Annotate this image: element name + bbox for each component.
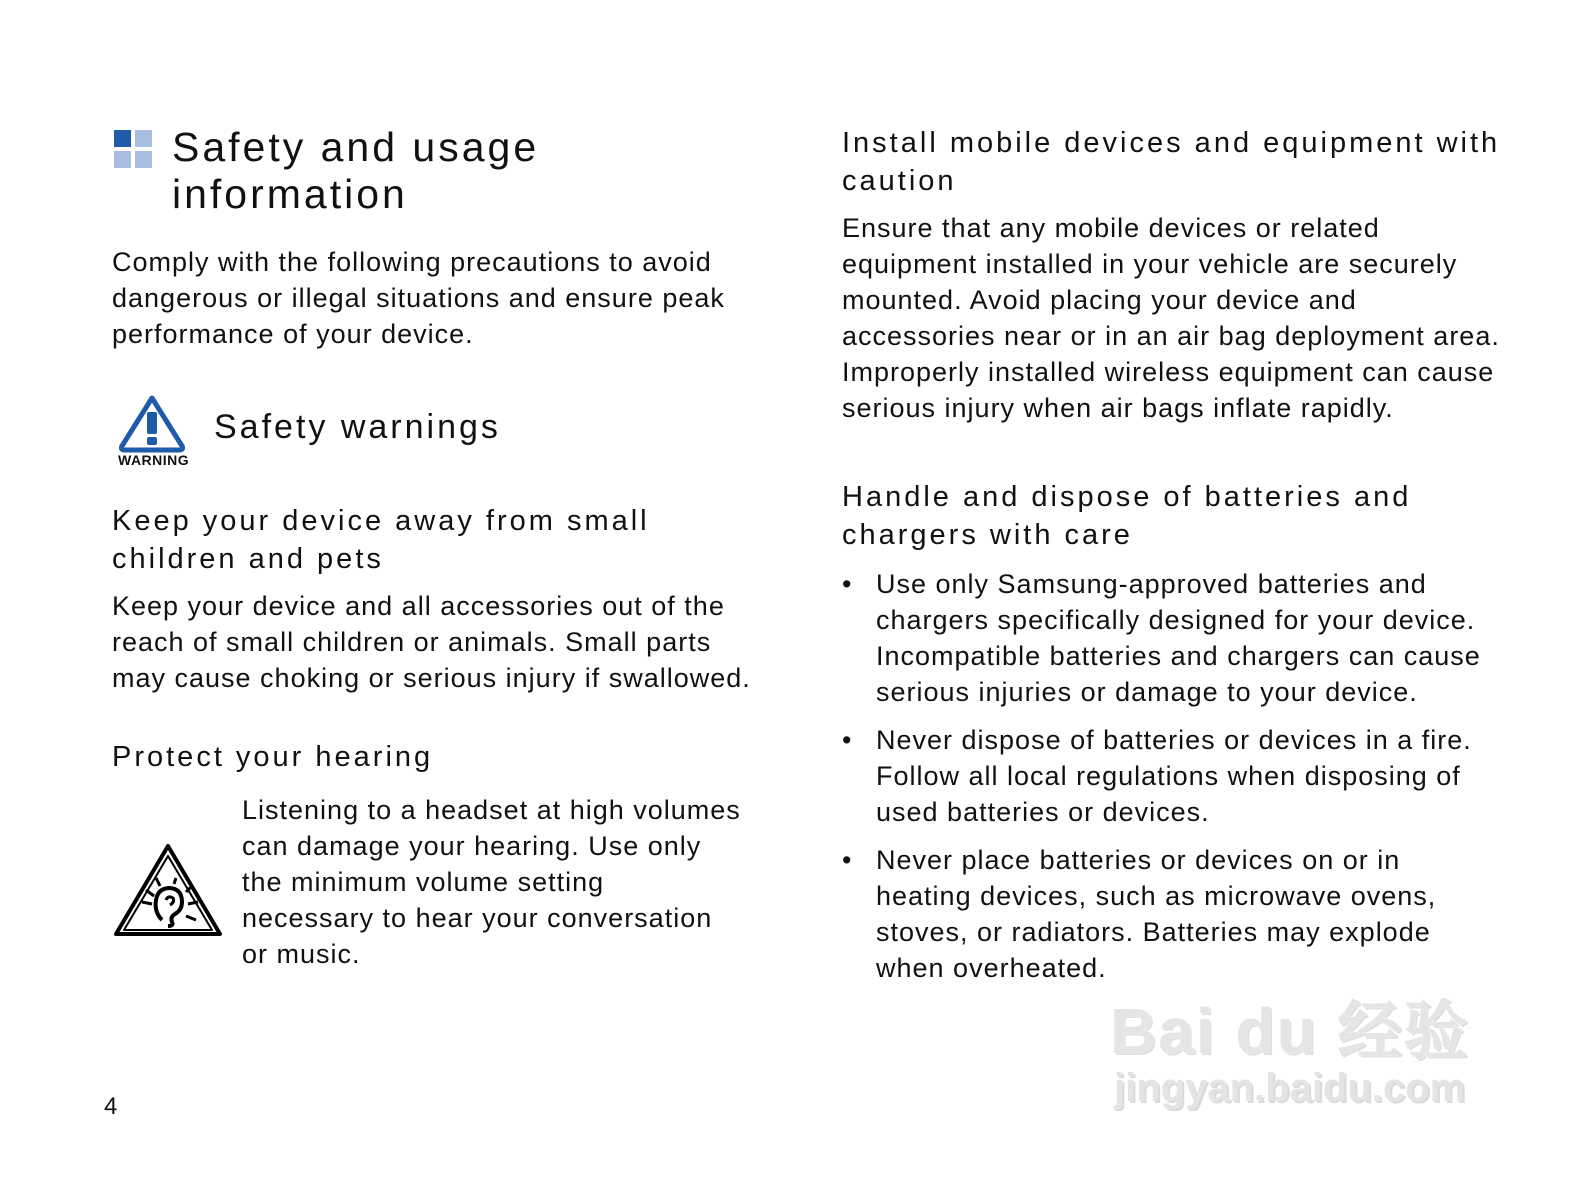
install-body: Ensure that any mobile devices or related equipment installed in your vehicle are securely mounted. Avoid placing your device and accessories near or in an air bag deployment area. Improperly installed wireless equipment can cause serious injury when air bags inflate rapidly. — [842, 213, 1500, 423]
safety-warnings-header — [112, 392, 752, 472]
hearing-block — [112, 792, 752, 982]
list-item: • Never place batteries or devices on or in heating devices, such as microwave ovens, stoves, or radiators. Batteries may explode when overheated. — [842, 842, 1502, 986]
watermark-logo: Bai du 经验 — [1110, 995, 1470, 1067]
hearing-heading: Protect your hearing — [112, 741, 434, 773]
right-column — [842, 124, 1502, 998]
hearing-caution-icon — [112, 842, 224, 940]
warning-icon-label: WARNING — [118, 452, 190, 468]
page-number: 4 — [104, 1093, 118, 1120]
children-heading: Keep your device away from small children and pets — [112, 505, 650, 575]
hearing-body: Listening to a headset at high volumes can damage your hearing. Use only the minimum volume setting necessary to hear your conversation or music. — [242, 795, 741, 969]
section-squares-icon — [114, 130, 152, 168]
install-heading: Install mobile devices and equipment with caution — [842, 127, 1501, 197]
children-body: Keep your device and all accessories out of the reach of small children or animals. Small parts may cause choking or serious injury if swallowed. — [112, 591, 751, 693]
watermark — [1110, 980, 1480, 1120]
batteries-heading: Handle and dispose of batteries and chargers with care — [842, 481, 1412, 551]
title-row — [112, 124, 752, 218]
watermark-url: jingyan.baidu.com — [1114, 1066, 1466, 1110]
left-column — [112, 124, 752, 982]
batteries-list — [842, 566, 1502, 986]
safety-warnings-title: Safety warnings — [214, 408, 501, 446]
page-title: Safety and usage information — [172, 124, 540, 217]
list-item: • Never dispose of batteries or devices in a fire. Follow all local regulations when disposing of used batteries or devices. — [842, 722, 1502, 830]
intro-text: Comply with the following precautions to avoid dangerous or illegal situations and ensure peak performance of your device. — [112, 247, 725, 349]
list-item: • Use only Samsung-approved batteries and chargers specifically designed for your device. Incompatible batteries and chargers can cause serious injuries or damage to your device. — [842, 566, 1502, 710]
